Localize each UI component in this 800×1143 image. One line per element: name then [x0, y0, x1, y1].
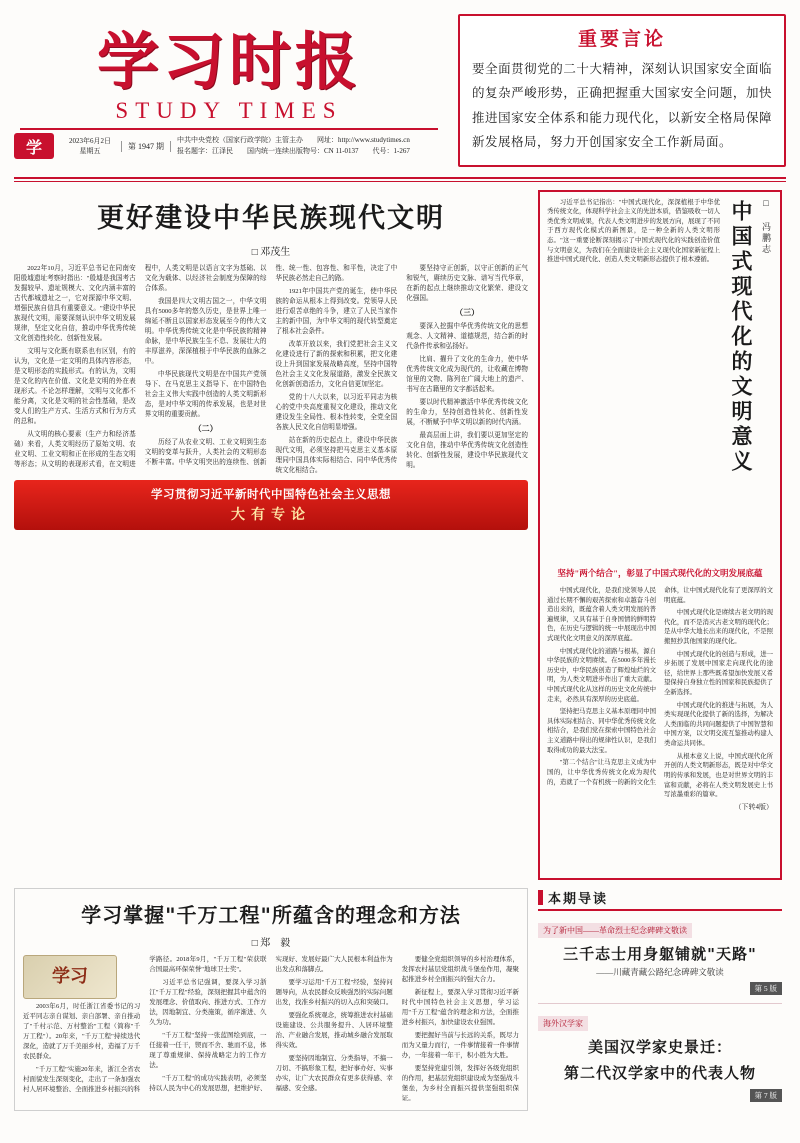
- secondary-paragraph: 要坚持因地制宜、分类指导，不搞一刀切、不搞形象工程，把好事办好、实事办实，让广大农民群众有更多获得感、幸福感、安全感。: [275, 1055, 393, 1093]
- digest-panel: [538, 888, 782, 1112]
- secondary-byline: □ 郑 毅: [251, 937, 291, 949]
- feature-paragraph: 中国式现代化的推进与拓展，为人类实现现代化提供了新的选择，为解决人类面临的共同问题提供了中国智慧和中国方案，以文明交流互鉴推动构建人类命运共同体。: [664, 701, 773, 748]
- publication-date-line1: 2023年6月2日: [69, 136, 111, 145]
- important-statement-body: 要全面贯彻党的二十大精神，深刻认识国家安全面临的复杂严峻形势，正确把握重大国家安全问题，加快推进国家安全体系和能力现代化，以新安全格局保障新发展格局，努力开创国家安全工作新局面。: [472, 62, 772, 150]
- lead-paragraph: 改革开放以来，我们党把社会主义文化建设进行了新的探索和积累，把文化建设上升到国家发展战略高度，坚持中国特色社会主义文化发展道路，激发全民族文化创新创造活力，文化自信更加坚定。: [275, 340, 398, 388]
- lead-paragraph: 2022年10月，习近平总书记在同南安阳殷墟遗址考察时指出："殷墟是我国考古发掘较早、遗址规模大、文化内涵丰富的古代都城遗址之一，它对探源中华文明、增强民族自信具有重要意义。"建设中华民族现代文明，需要深刻认识中华文明发展规律，坚定文化自信，推动中华优秀传统文化创造性转化、创新性发展。: [14, 264, 136, 342]
- lead-paragraph: 从文明的核心要素（生产力和经济基础）来看，人类文明经历了原始文明、农业文明、工业文明和正在形成的生态文明等形态；从文明的表现形式看，在文明进程中，人类文明是以语言文字为基础、以文化为载体、以经济社会制度为保障的综合体系。: [14, 264, 267, 468]
- feature-headline: 中国式现代化的文明意义: [729, 199, 754, 475]
- digest-headline: 三千志士用身躯铺就"天路": [563, 944, 757, 963]
- feature-paragraph: "第二个结合"让马克思主义成为中国的，让中华优秀传统文化成为现代的，造就了一个有机统一的新的文化生命体，让中国式现代化有了更深厚的文明底蕴。: [547, 586, 773, 786]
- promo-line2: 大有专论: [231, 507, 311, 523]
- feature-article: [538, 190, 782, 880]
- masthead-left: [14, 14, 444, 159]
- digest-kicker: 为了新中国——革命烈士纪念碑碑文敬读: [538, 923, 692, 938]
- bottom-section: [14, 888, 786, 1112]
- lead-paragraph: 中华民族现代文明是在中国共产党领导下、在马克思主义指导下、在中国特色社会主义伟大实践中创造的人类文明新形态，是对中华文明的传承发展，也是对世界文明的重要贡献。: [144, 370, 267, 418]
- masthead-rule: [20, 128, 438, 130]
- feature-byline: □ 冯鹏志: [761, 197, 771, 255]
- secondary-paragraph: 新征程上，要深入学习贯彻习近平新时代中国特色社会主义思想，学习运用"千万工程"蕴含的理念和方法，全面推进乡村振兴，加快建设农业强国。: [401, 988, 519, 1026]
- secondary-paragraph: 要强化系统观念，统筹推进农村基础设施建设、公共服务提升、人居环境整治、产业融合发展，推动城乡融合发展取得实效。: [275, 1011, 393, 1049]
- secondary-body: [23, 955, 519, 1105]
- digest-page-badge: 第 5 版: [750, 982, 783, 995]
- lead-paragraph: 比肩、擢升了文化的生命力，使中华优秀传统文化成为现代的，让收藏在博物馆里的文物、陈列在广阔大地上的遗产、书写在古籍里的文字都活起来。: [406, 355, 528, 393]
- masthead-separator: [14, 177, 786, 179]
- masthead: [14, 0, 786, 167]
- digest-title: 本期导读: [548, 891, 609, 907]
- lead-body: [14, 264, 528, 476]
- lead-subheading: （二）: [193, 423, 218, 433]
- digest-headline: 美国汉学家史景迁：: [587, 1037, 732, 1056]
- masthead-info: [14, 133, 444, 159]
- main-content: [14, 190, 786, 880]
- lead-byline: □ 邓茂生: [251, 246, 291, 258]
- digest-page-badge: 第 7 版: [750, 1089, 783, 1102]
- publication-date: [59, 136, 121, 157]
- masthead-meta-line1: 中共中央党校（国家行政学院）主管主办 网址：http://www.studytimes.cn: [177, 136, 410, 144]
- digest-header: [538, 888, 782, 911]
- important-statement-box: [458, 14, 786, 167]
- promo-line1: 学习贯彻习近平新时代中国特色社会主义思想: [151, 488, 391, 501]
- digest-headline-second-line: 第二代汉学家中的代表人物: [563, 1063, 756, 1082]
- feature-body: [547, 586, 773, 800]
- lead-paragraph: 要以时代精神激活中华优秀传统文化的生命力，坚持创造性转化、创新性发展，不断赋予中华文明以新的时代内涵。: [406, 398, 528, 426]
- issue-number: 第 1947 期: [121, 141, 171, 152]
- lead-paragraph: 我国是四大文明古国之一，中华文明具有5000多年的悠久历史，是世界上唯一绵延不断且以国家形态发展至今的伟大文明。中华优秀传统文化是中华民族的精神命脉，是中华民族生生不息、发展壮大的丰厚滋养，深深植根于中华民族的血脉之中。: [144, 297, 267, 365]
- masthead-separator-thin: [14, 181, 786, 182]
- feature-paragraph: 中国式现代化的道路与根基，源自中华民族的文明赓续。在5000多年漫长历史中，中华民族创造了辉煌灿烂的文明，为人类文明进步作出了重大贡献。中国式现代化从这样的历史文化传统中走来，必然具有深厚的历史底蕴。: [547, 647, 656, 703]
- feature-intro: [547, 198, 720, 560]
- study-logo-icon: 学习: [23, 955, 117, 999]
- lead-paragraph: 党的十八大以来，以习近平同志为核心的党中央高度重视文化建设，推动文化建设发生全局性、根本性转变，全党全国各族人民文化自信明显增强。: [275, 393, 398, 431]
- secondary-paragraph: 2003年6月，时任浙江省委书记的习近平同志亲自谋划、亲自部署、亲自推动了"千村示范、万村整治"工程（简称"千万工程"）。20年来，"千万工程"持续迭代深化，造就了万千美丽乡村，造福了万千农民群众。: [23, 1002, 141, 1060]
- feature-top: [547, 198, 773, 560]
- digest-subheadline: ——川藏青藏公路纪念碑碑文敬读: [596, 966, 724, 977]
- secondary-paragraph: "千万工程"坚持一张蓝图绘到底，一任接着一任干，锲而不舍、驰而不息，体现了尊重规律、保持战略定力的工作方法。: [149, 1031, 267, 1070]
- lead-paragraph: 最高层面上讲，我们要以更加坚定的文化自信，推动中华优秀传统文化创造性转化、创新性发展，建设中华民族现代文明。: [406, 431, 528, 469]
- secondary-article: [14, 888, 528, 1112]
- masthead-meta-line2: 报名题字：江泽民 国内统一连续出版物号：CN 11-0137 代号：1-267: [177, 147, 410, 156]
- lead-paragraph: 文明与文化既有联系也有区别，有的认为，文化是一定文明的具体内容形态，是文明形态的实践形式。有的认为，文明是文化的内在价值、文化是文明的外在表现形式。不论怎样理解，文明与文化都不能分离，文化是文明的社会性基础，是改变人们的生产方式、生活方式和行为方式的总和。: [14, 347, 136, 425]
- lead-paragraph: 历经了从农业文明、工业文明到生态文明的变革与跃升，人类社会的文明形态不断丰富。中华文明突出的连续性、创新性、统一性、包容性、和平性，决定了中华民族必然走自己的路。: [144, 264, 398, 466]
- lead-paragraph: 要深入挖掘中华优秀传统文化的思想观念、人文精神、道德规范，结合新的时代条件传承和弘扬好。: [406, 322, 528, 350]
- feature-subheading: 坚持"两个结合"，彰显了中国式现代化的文明发展底蕴: [557, 567, 763, 578]
- masthead-badge: 学: [14, 133, 54, 159]
- promo-banner[interactable]: [14, 480, 528, 530]
- feature-paragraph: 中国式现代化，是我们党领导人民通过长期不懈的艰苦探索和卓越奋斗创造出来的，既蕴含着人类文明发展的普遍规律，又具有基于自身国情的鲜明特色，在历史与逻辑的统一中展现出中国式现代化文明意义的深厚底蕴。: [547, 586, 656, 642]
- digest-item[interactable]: [538, 920, 782, 995]
- feature-jump-note: （下转4版）: [734, 802, 773, 811]
- newspaper-title-english: STUDY TIMES: [115, 98, 343, 124]
- important-statement-title: 重要言论: [577, 28, 666, 50]
- lead-paragraph: 要坚持守正创新，以守正创新的正气和锐气，赓续历史文脉、谱写当代华章，在新的起点上继续推动文化繁荣、建设文化强国。: [406, 264, 528, 302]
- secondary-paragraph: "千万工程"实施20年来，浙江全省农村面貌发生深刻变化，走出了一条加强农村人居环境整治、全面推进乡村振兴的科学路径。2018年9月，"千万工程"荣获联合国最高环保荣誉"地球卫士奖"。: [23, 955, 267, 1093]
- publication-date-line2: 星期五: [79, 147, 101, 156]
- secondary-paragraph: 习近平总书记强调，要深入学习浙江"千万工程"经验，深刻把握其中蕴含的发展理念、价值取向、推进方式、工作方法，因地制宜、分类施策，循序渐进、久久为功。: [149, 978, 267, 1026]
- feature-paragraph: 坚持把马克思主义基本原理同中国具体实际相结合、同中华优秀传统文化相结合，是我们党在探索中国特色社会主义道路中得出的规律性认识，是我们取得成功的最大法宝。: [547, 708, 656, 754]
- digest-divider: [538, 1003, 782, 1004]
- lead-subheading: （三）: [455, 307, 480, 317]
- lead-paragraph: 站在新的历史起点上，建设中华民族现代文明，必须坚持把马克思主义基本原理同中国具体实际相结合、同中华优秀传统文化相结合。: [275, 436, 398, 474]
- masthead-meta: [171, 135, 444, 157]
- feature-intro-paragraph: 习近平总书记指出："中国式现代化，深深植根于中华优秀传统文化，体现科学社会主义的先进本质，借鉴吸收一切人类优秀文明成果，代表人类文明进步的发展方向，展现了不同于西方现代化模式的新图景，是一种全新的人类文明形态。"这一重要论断深刻揭示了中国式现代化的实践创造价值与文明意义，为我们在全面建设社会主义现代化国家新征程上推进中国式现代化、创造人类文明新形态提供了根本遵循。: [547, 198, 720, 264]
- secondary-paragraph: 要把握好当前与长远的关系，既尽力而为又量力而行，一件事情接着一件事情办，一年接着一年干，积小胜为大胜。: [401, 1031, 519, 1060]
- digest-kicker: 海外汉学家: [538, 1016, 588, 1031]
- secondary-paragraph: "千万工程"的成功实践表明，必须坚持以人民为中心的发展思想，把维护好、实现好、发展好最广大人民根本利益作为出发点和落脚点。: [149, 955, 393, 1093]
- digest-accent-bar: [538, 890, 543, 905]
- digest-item[interactable]: [538, 1013, 782, 1102]
- feature-paragraph: 从根本意义上说，中国式现代化所开创的人类文明新形态，既是对中华文明的传承和发展，也是对世界文明的丰富和贡献，必将在人类文明发展史上书写浓墨重彩的篇章。: [664, 752, 773, 799]
- newspaper-title: 学习时报: [96, 25, 361, 98]
- secondary-paragraph: 要坚持党建引领，发挥好各级党组织的作用，把基层党组织建设成为坚强战斗堡垒，为乡村全面振兴提供坚强组织保证。: [401, 1065, 519, 1103]
- feature-paragraph: 中国式现代化是赓续古老文明的现代化，而不是消灭古老文明的现代化；是从中华大地长出来的现代化，不是照搬照抄其他国家的现代化。: [664, 609, 773, 645]
- lead-article: [14, 190, 528, 880]
- secondary-paragraph: 要学习运用"千万工程"经验，坚持问题导向，从农民群众反映强烈的实际问题出发，找准乡村振兴的切入点和突破口。: [275, 978, 393, 1006]
- lead-paragraph: 1921年中国共产党的诞生，使中华民族的命运从根本上得到改变。党领导人民进行艰苦卓绝的斗争，建立了人民当家作主的新中国，为中华文明的现代转型奠定了根本社会条件。: [275, 287, 398, 335]
- lead-headline: 更好建设中华民族现代文明: [97, 202, 445, 234]
- secondary-headline: 学习掌握"千万工程"所蕴含的理念和方法: [81, 902, 461, 927]
- feature-paragraph: 中国式现代化的创造与形成，进一步拓展了发展中国家走向现代化的途径，给世界上那些既希望加快发展又希望保持自身独立性的国家和民族提供了全新选择。: [664, 650, 773, 697]
- secondary-paragraph: 要健全党组织领导的乡村治理体系，发挥农村基层党组织战斗堡垒作用，凝聚起推进乡村全面振兴的强大合力。: [401, 955, 519, 983]
